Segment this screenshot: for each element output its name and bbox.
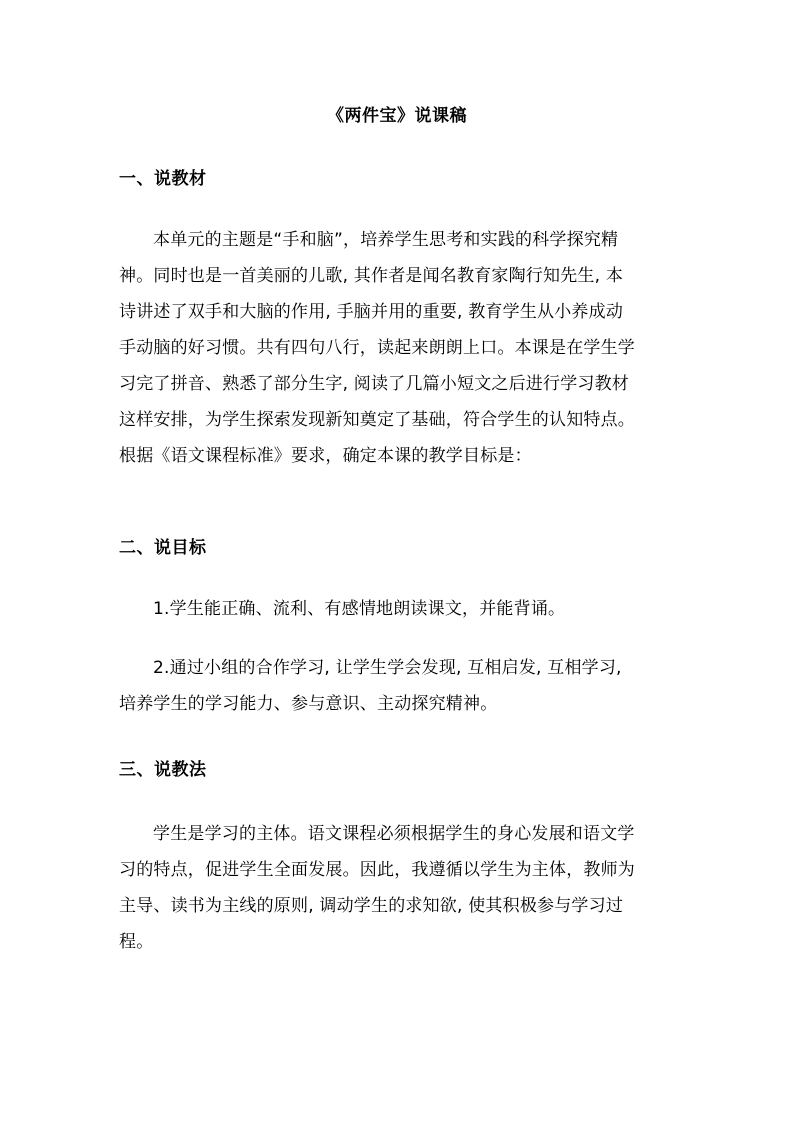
paragraph-line: 2.通过小组的合作学习, 让学生学会发现, 互相启发, 互相学习, xyxy=(153,658,622,678)
paragraph-line: 程。 xyxy=(119,932,154,952)
paragraph-line: 这样安排，为学生探索发现新知奠定了基础，符合学生的认知特点。 xyxy=(119,410,635,430)
section-goals-item-1 xyxy=(119,591,687,627)
section-textbook-paragraph xyxy=(119,222,687,474)
section-heading-methods: 三、说教法 xyxy=(119,760,207,780)
paragraph-line: 习完了拼音、熟悉了部分生字, 阅读了几篇小短文之后进行学习教材 xyxy=(119,374,630,394)
section-goals-item-2 xyxy=(119,650,687,722)
paragraph-line: 习的特点，促进学生全面发展。因此，我遵循以学生为主体，教师为 xyxy=(119,860,635,880)
paragraph-line: 根据《语文课程标准》要求，确定本课的教学目标是： xyxy=(119,446,532,466)
section-heading-textbook: 一、说教材 xyxy=(119,169,207,189)
paragraph-line: 诗讲述了双手和大脑的作用, 手脑并用的重要, 教育学生从小养成动 xyxy=(119,302,624,322)
paragraph-line: 主导、读书为主线的原则, 调动学生的求知欲, 使其积极参与学习过 xyxy=(119,896,624,916)
paragraph-line: 手动脑的好习惯。共有四句八行，读起来朗朗上口。本课是在学生学 xyxy=(119,338,635,358)
paragraph-line: 学生是学习的主体。语文课程必须根据学生的身心发展和语文学 xyxy=(153,824,635,844)
section-heading-goals: 二、说目标 xyxy=(119,538,207,558)
section-methods-paragraph xyxy=(119,816,687,960)
paragraph-line: 神。同时也是一首美丽的儿歌, 其作者是闻名教育家陶行知先生, 本 xyxy=(119,266,624,286)
paragraph-line: 本单元的主题是“手和脑”，培养学生思考和实践的科学探究精 xyxy=(153,230,619,250)
paragraph-line: 培养学生的学习能力、参与意识、主动探究精神。 xyxy=(119,694,498,714)
document-title: 《两件宝》说课稿 xyxy=(327,106,467,126)
paragraph-line: 1.学生能正确、流利、有感情地朗读课文，并能背诵。 xyxy=(153,599,566,619)
